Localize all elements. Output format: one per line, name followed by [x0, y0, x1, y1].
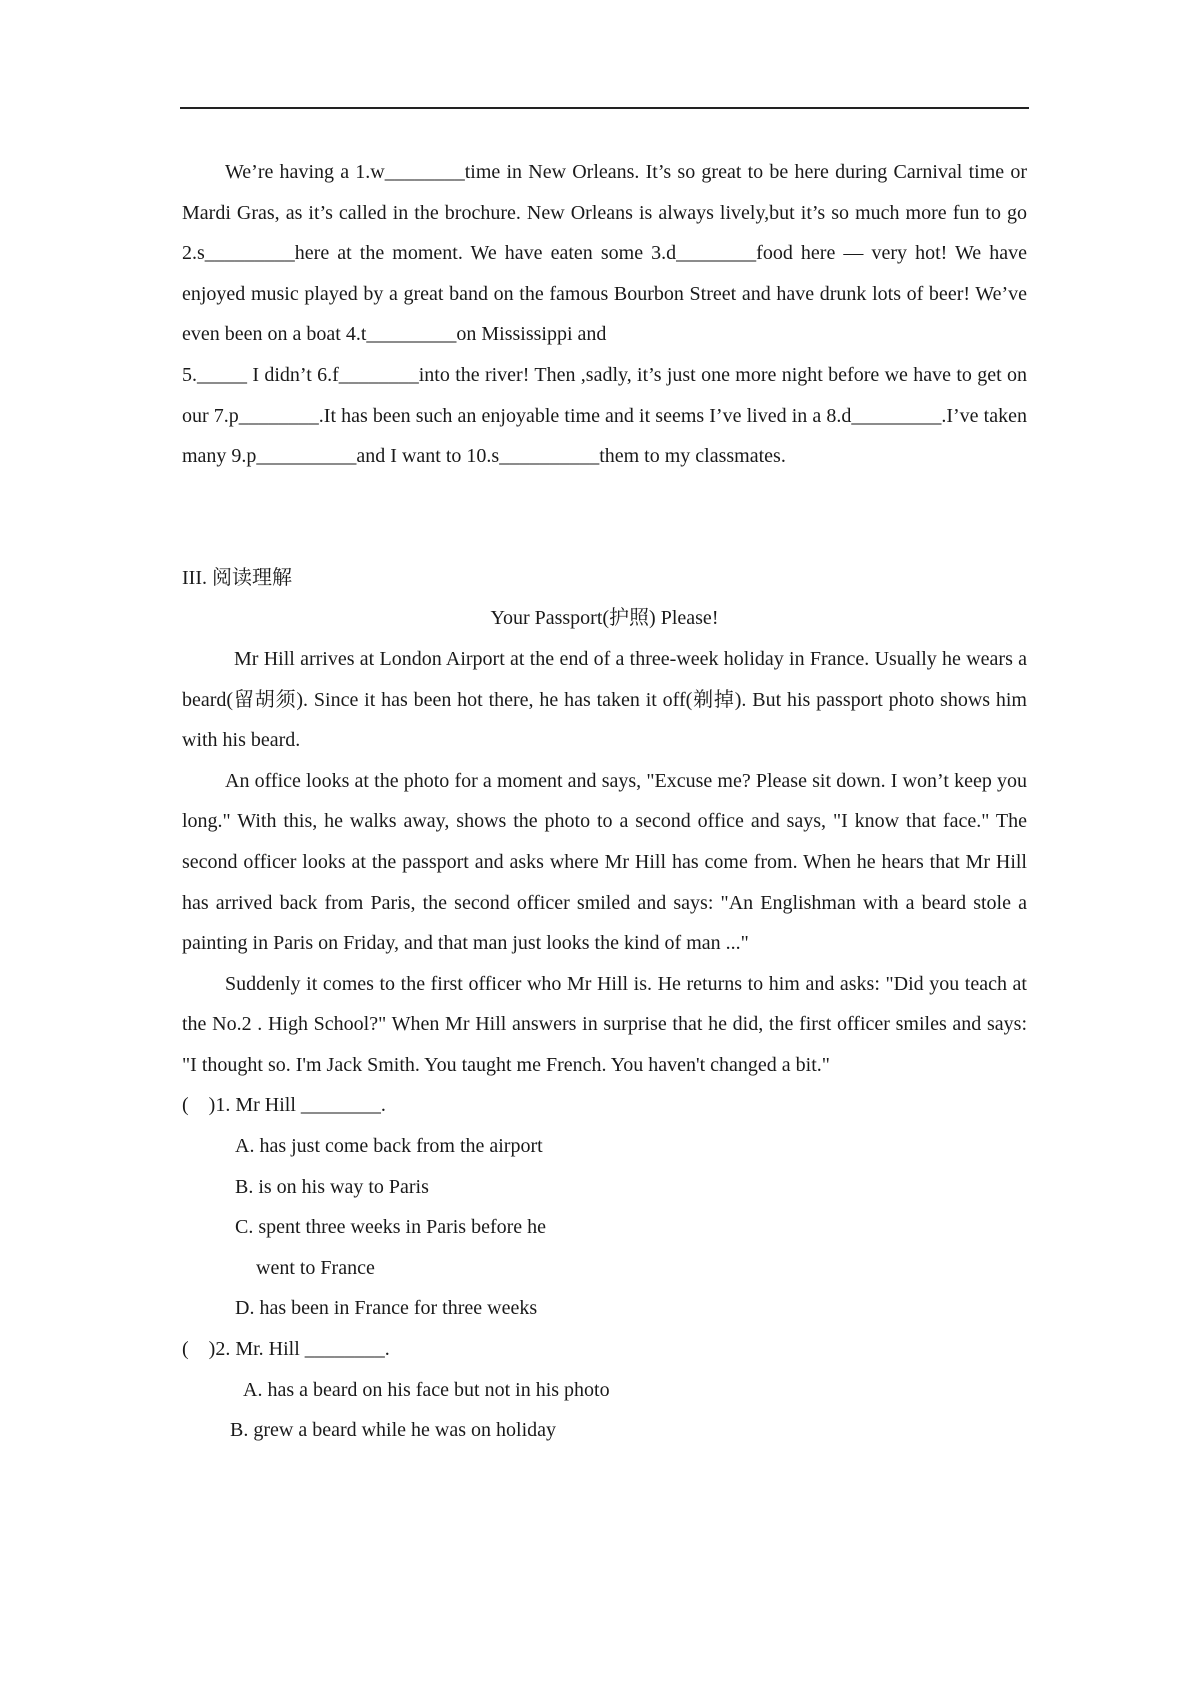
question-1-option-b: B. is on his way to Paris	[235, 1175, 429, 1198]
section-heading: III. 阅读理解	[182, 566, 292, 589]
question-1-option-c: C. spent three weeks in Paris before he	[235, 1216, 547, 1239]
question-1-option-c-continued: went to France	[256, 1256, 375, 1279]
question-2-option-a: A. has a beard on his face but not in his photo	[243, 1378, 610, 1401]
question-1-stem: ( )1. Mr Hill ________.	[182, 1094, 386, 1117]
document-body	[182, 152, 1027, 1451]
story-paragraph-1: Mr Hill arrives at London Airport at the end of a three-week holiday in France. Usually he wears a beard(留胡须). Since it has been hot there, he has taken it off(剃掉). But his passport photo shows him with his beard.	[182, 647, 1027, 752]
question-2-option-b: B. grew a beard while he was on holiday	[230, 1419, 557, 1442]
story-paragraph-2: An office looks at the photo for a moment and says, "Excuse me? Please sit down. I won’t keep you long." With this, he walks away, shows the photo to a second office and says, "I know that face." The second officer looks at the passport and asks where Mr Hill has come from. When he hears that Mr Hill has arrived back from Paris, the second officer smiled and says: "An Englishman with a beard stole a painting in Paris on Friday, and that man just looks the kind of man ..."	[182, 769, 1027, 955]
question-1-option-d: D. has been in France for three weeks	[235, 1297, 538, 1320]
passage-paragraph-1: We’re having a 1.w________time in New Orleans. It’s so great to be here during Carnival time or Mardi Gras, as it’s called in the brochure. New Orleans is always lively,but it’s so much more fun to go 2.s_________here at the moment. We have eaten some 3.d________food here — very hot! We have enjoyed music played by a great band on the famous Bourbon Street and have drunk lots of beer! We’ve even been on a boat 4.t_________on Mississippi and	[182, 161, 1027, 346]
story-paragraph-3: Suddenly it comes to the first officer who Mr Hill is. He returns to him and asks: "Did you teach at the No.2 . High School?" When Mr Hill answers in surprise that he did, the first officer smiles and says: "I thought so. I'm Jack Smith. You taught me French. You haven't changed a bit."	[182, 972, 1027, 1076]
passage-paragraph-2: 5._____ I didn’t 6.f________into the river! Then ,sadly, it’s just one more night before we have to get on our 7.p________.It has been such an enjoyable time and it seems I’ve lived in a 8.d_________.I’ve taken many 9.p__________and I want to 10.s__________them to my classmates.	[182, 363, 1027, 468]
question-2-stem: ( )2. Mr. Hill ________.	[182, 1338, 390, 1361]
story-title: Your Passport(护照) Please!	[490, 607, 719, 630]
section-spacer	[182, 477, 1027, 558]
header-rule	[180, 107, 1029, 109]
question-1-option-a: A. has just come back from the airport	[235, 1135, 543, 1158]
